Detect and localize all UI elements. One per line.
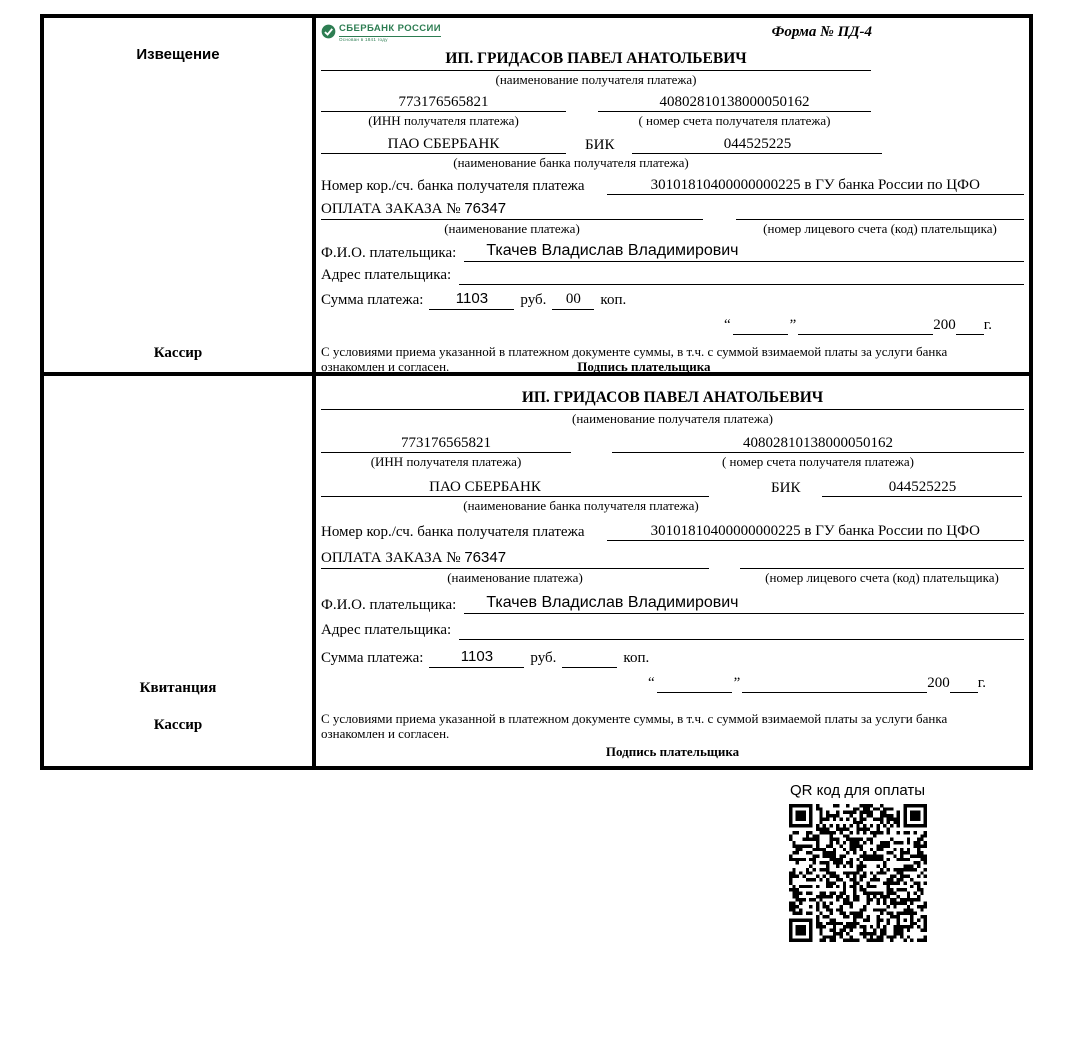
sberbank-logo: [321, 23, 441, 43]
inn-account-labels: [321, 454, 1024, 470]
signature-label: Подпись плательщика: [577, 358, 711, 374]
date-year-field: [950, 692, 978, 693]
quote-open: “: [647, 674, 655, 691]
bik-value: 044525225: [822, 478, 1022, 498]
payment-purpose-label: ОПЛАТА ЗАКАЗА №: [321, 550, 461, 567]
receipt-content: [316, 376, 1029, 766]
agreement-line2: ознакомлен и согласен.: [321, 725, 450, 741]
payer-address-row: [321, 621, 1024, 640]
recipient-name-label: (наименование получателя платежа): [572, 411, 773, 427]
inn-account-values: [321, 434, 1024, 454]
kop-label: коп.: [600, 292, 627, 309]
recipient-name-block: [321, 49, 871, 89]
amount-rub-value: 1103: [429, 648, 524, 668]
payment-purpose-row: [321, 549, 1024, 569]
year-prefix: 200: [927, 674, 950, 691]
korr-value: 30101810400000000225 в ГУ банка России по ЦФО: [607, 176, 1024, 196]
notice-content: [316, 18, 1029, 372]
bik-label: БИК: [585, 136, 615, 153]
bik-value: 044525225: [632, 135, 882, 155]
date-month-field: [742, 692, 927, 693]
korr-value: 30101810400000000225 в ГУ банка России по ЦФО: [607, 522, 1024, 542]
sberbank-brand-text: СБЕРБАНК РОССИИ: [339, 23, 441, 37]
korr-label: Номер кор./сч. банка получателя платежа: [321, 523, 585, 540]
inn-value: 773176565821: [321, 93, 566, 113]
pd4-document: [40, 14, 1033, 770]
inn-label: (ИНН получателя платежа): [370, 454, 522, 470]
agreement-line2: [321, 359, 1024, 374]
date-row: [321, 316, 992, 335]
recipient-name-block: [321, 388, 1024, 428]
fio-label: Ф.И.О. плательщика:: [321, 244, 457, 261]
quote-close: ”: [789, 316, 797, 333]
order-number: 76347: [464, 549, 507, 567]
receipt-left-cell: [44, 376, 316, 766]
order-number: 76347: [464, 200, 507, 218]
year-suffix: г.: [977, 674, 986, 691]
receipt-title: Квитанция: [139, 680, 217, 696]
address-field: [459, 639, 1024, 640]
inn-value: 773176565821: [321, 434, 571, 454]
agreement-line2-text: ознакомлен и согласен.: [321, 358, 450, 374]
purpose-labels-row: [321, 221, 1024, 237]
date-year-field: [956, 334, 984, 335]
amount-kop-value: 00: [552, 290, 594, 310]
payment-name-label: (наименование платежа): [447, 570, 583, 586]
date-row: [321, 674, 986, 693]
agreement-line1: С условиями приема указанной в платежном документе суммы, в т.ч. с суммой взимаемой платы за услуги банка: [321, 343, 948, 359]
year-suffix: г.: [983, 316, 992, 333]
account-value: 40802810138000050162: [598, 93, 871, 113]
kop-label: коп.: [623, 650, 650, 667]
notice-section: [40, 14, 1033, 376]
form-number: Форма № ПД-4: [771, 24, 872, 40]
payment-name-label: (наименование платежа): [444, 221, 580, 237]
purpose-labels-row: [321, 570, 1024, 586]
amount-row: [321, 290, 1024, 310]
cashier-label: Кассир: [153, 717, 203, 733]
notice-left-cell: [44, 18, 316, 372]
payer-code-field: [740, 568, 1024, 569]
recipient-name-label: (наименование получателя платежа): [495, 72, 697, 88]
signature-label: Подпись плательщика: [605, 744, 740, 760]
account-label: ( номер счета получателя платежа): [721, 454, 915, 470]
date-month-field: [798, 334, 933, 335]
payer-name-value: Ткачев Владислав Владимирович: [464, 241, 1024, 262]
korr-label: Номер кор./сч. банка получателя платежа: [321, 177, 585, 194]
payer-name-row: [321, 241, 1024, 262]
qr-code: [789, 804, 927, 942]
bank-name-label: (наименование банка получателя платежа): [463, 498, 699, 514]
bank-name-value: ПАО СБЕРБАНК: [321, 478, 709, 498]
bank-name-value: ПАО СБЕРБАНК: [321, 135, 566, 155]
sberbank-logo-text: [339, 23, 441, 43]
fio-label: Ф.И.О. плательщика:: [321, 596, 457, 613]
amount-row: [321, 648, 1024, 668]
payment-purpose-field: [321, 200, 703, 220]
payment-purpose-row: [321, 200, 1024, 220]
inn-account-values: [321, 93, 871, 113]
sberbank-tagline: Основан в 1841 году: [339, 36, 388, 42]
recipient-name: ИП. ГРИДАСОВ ПАВЕЛ АНАТОЛЬЕВИЧ: [321, 49, 871, 71]
payer-code-label: (номер лицевого счета (код) плательщика): [765, 570, 999, 586]
cashier-label: Кассир: [153, 345, 203, 361]
bank-name-label: (наименование банка получателя платежа): [453, 155, 689, 171]
year-prefix: 200: [933, 316, 956, 333]
amount-kop-value: [562, 667, 617, 668]
payer-code-label: (номер лицевого счета (код) плательщика): [763, 221, 997, 237]
receipt-section: [40, 376, 1033, 770]
agreement-line1: С условиями приема указанной в платежном документе суммы, в т.ч. с суммой взимаемой платы за услуги банка: [321, 710, 948, 726]
sum-label: Сумма платежа:: [321, 292, 424, 309]
payer-name-value: Ткачев Владислав Владимирович: [464, 593, 1024, 614]
korr-row: [321, 522, 1024, 542]
sberbank-emblem-icon: [321, 24, 336, 39]
korr-row: [321, 176, 1024, 196]
address-label: Адрес плательщика:: [321, 622, 452, 639]
inn-account-labels: [321, 113, 871, 129]
sum-label: Сумма платежа:: [321, 650, 424, 667]
address-field: [459, 284, 1024, 285]
notice-title: Извещение: [136, 46, 220, 63]
account-value: 40802810138000050162: [612, 434, 1024, 454]
inn-label: (ИНН получателя платежа): [368, 113, 519, 129]
account-label: ( номер счета получателя платежа): [638, 113, 831, 129]
quote-close: ”: [733, 674, 741, 691]
quote-open: “: [723, 316, 731, 333]
qr-block: [775, 782, 940, 942]
payer-name-row: [321, 593, 1024, 614]
agreement-text: [321, 711, 1024, 760]
payer-code-field: [736, 219, 1024, 220]
agreement-text: [321, 344, 1024, 375]
payment-purpose-label: ОПЛАТА ЗАКАЗА №: [321, 201, 461, 218]
qr-label: QR код для оплаты: [789, 782, 925, 799]
rub-label: руб.: [530, 650, 557, 667]
payer-address-row: [321, 266, 1024, 285]
recipient-name: ИП. ГРИДАСОВ ПАВЕЛ АНАТОЛЬЕВИЧ: [321, 388, 1024, 410]
bank-row: [321, 135, 1024, 155]
rub-label: руб.: [520, 292, 547, 309]
date-day-field: [657, 692, 732, 693]
date-day-field: [733, 334, 788, 335]
bik-label: БИК: [771, 479, 801, 496]
payment-purpose-field: [321, 549, 709, 569]
amount-rub-value: 1103: [429, 290, 514, 310]
bank-row: [321, 478, 1024, 498]
address-label: Адрес плательщика:: [321, 267, 452, 284]
header-row: [321, 23, 1024, 49]
